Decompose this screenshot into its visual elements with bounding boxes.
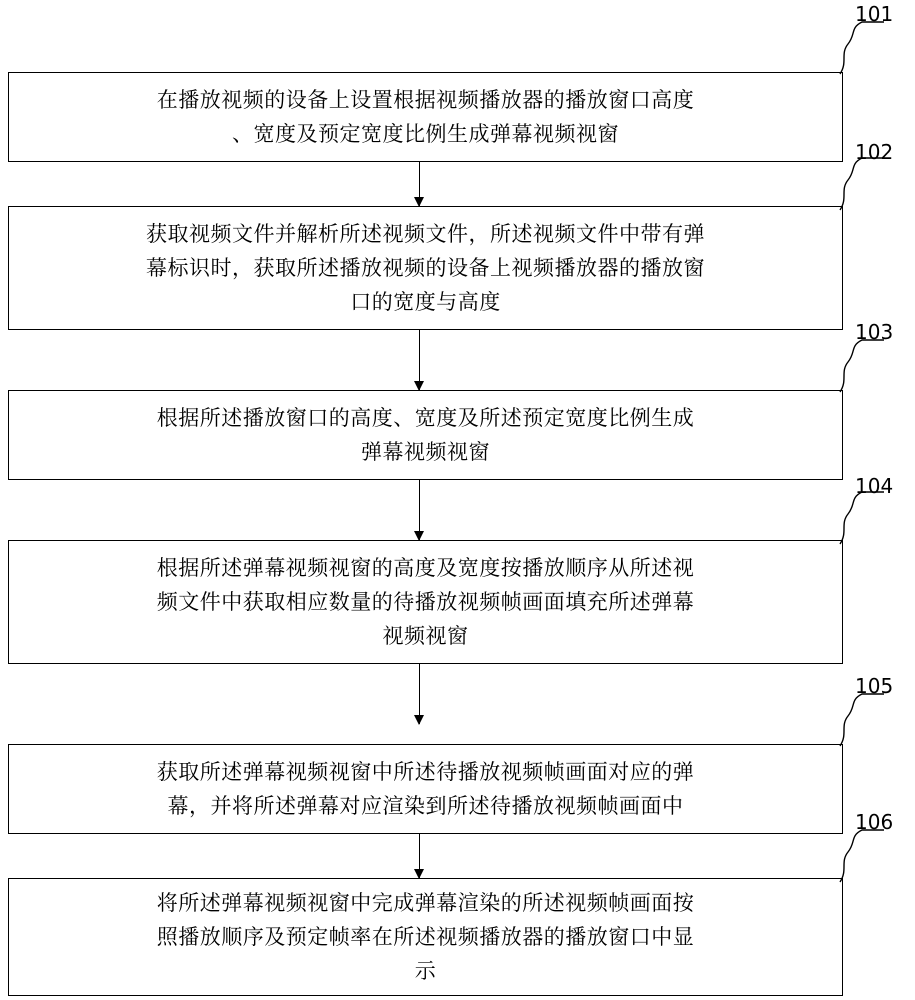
flow-step-101-label: 101	[855, 2, 894, 26]
flow-step-106-text: 将所述弹幕视频视窗中完成弹幕渲染的所述视频帧画面按 照播放顺序及预定帧率在所述视频播放器的播放窗口中显 示	[156, 891, 695, 983]
flow-step-104-text: 根据所述弹幕视频视窗的高度及宽度按播放顺序从所述视 频文件中获取相应数量的待播放视频帧画面填充所述弹幕 视频视窗	[156, 556, 695, 648]
flow-step-101	[8, 72, 843, 162]
arrow-102-103	[419, 330, 420, 390]
flow-step-105-label: 105	[855, 674, 894, 698]
flow-step-106-label: 106	[855, 810, 894, 834]
arrow-101-102	[419, 162, 420, 206]
flow-step-103	[8, 390, 843, 480]
flow-step-102-text: 获取视频文件并解析所述视频文件，所述视频文件中带有弹 幕标识时，获取所述播放视频的设备上视频播放器的播放窗 口的宽度与高度	[146, 222, 705, 314]
arrow-103-104	[419, 480, 420, 540]
flow-step-101-text: 在播放视频的设备上设置根据视频播放器的播放窗口高度 、宽度及预定宽度比例生成弹幕视频视窗	[156, 88, 695, 146]
flow-step-104-label: 104	[855, 474, 894, 498]
flow-step-102-label: 102	[855, 140, 894, 164]
flow-step-103-label: 103	[855, 320, 894, 344]
flow-step-106	[8, 878, 843, 996]
flow-step-105-text: 获取所述弹幕视频视窗中所述待播放视频帧画面对应的弹 幕，并将所述弹幕对应渲染到所述待播放视频帧画面中	[156, 760, 695, 818]
flow-step-102	[8, 206, 843, 330]
flow-step-105	[8, 744, 843, 834]
arrow-105-106	[419, 834, 420, 878]
flow-step-104	[8, 540, 843, 664]
arrow-104-105	[419, 664, 420, 724]
flow-step-103-text: 根据所述播放窗口的高度、宽度及所述预定宽度比例生成 弹幕视频视窗	[156, 406, 695, 464]
